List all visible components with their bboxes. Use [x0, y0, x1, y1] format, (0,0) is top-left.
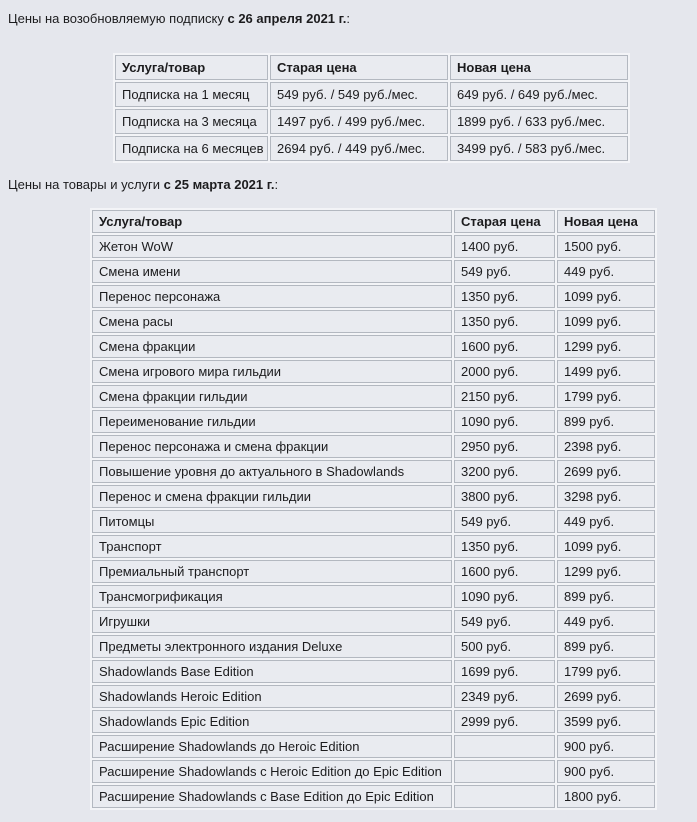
table-cell: Премиальный транспорт: [92, 560, 452, 583]
table-cell: Трансмогрификация: [92, 585, 452, 608]
table-cell: Смена игрового мира гильдии: [92, 360, 452, 383]
table-cell: 3599 руб.: [557, 710, 655, 733]
table-cell: Shadowlands Heroic Edition: [92, 685, 452, 708]
table-cell: 900 руб.: [557, 735, 655, 758]
table-cell: Игрушки: [92, 610, 452, 633]
table-cell: 1350 руб.: [454, 310, 555, 333]
table-cell: 1799 руб.: [557, 660, 655, 683]
table-cell: 1090 руб.: [454, 585, 555, 608]
table-cell: 1699 руб.: [454, 660, 555, 683]
table-cell: 899 руб.: [557, 635, 655, 658]
table-row: [92, 385, 655, 408]
subscription-prices-table: [113, 53, 630, 163]
table-cell: [454, 760, 555, 783]
table-cell: 2000 руб.: [454, 360, 555, 383]
table-header-row: [115, 55, 628, 80]
heading-date: с 25 марта 2021 г.: [163, 177, 275, 192]
table-row: [92, 235, 655, 258]
table-cell: 3298 руб.: [557, 485, 655, 508]
table-row: [92, 535, 655, 558]
table-cell: 2349 руб.: [454, 685, 555, 708]
table-cell: 1299 руб.: [557, 560, 655, 583]
heading-text: Цены на возобновляемую подписку: [8, 11, 228, 26]
table-cell: 1600 руб.: [454, 335, 555, 358]
table-cell: Смена имени: [92, 260, 452, 283]
table-cell: Shadowlands Base Edition: [92, 660, 452, 683]
table-cell: Перенос персонажа: [92, 285, 452, 308]
table-cell: Смена фракции гильдии: [92, 385, 452, 408]
table-cell: 549 руб.: [454, 260, 555, 283]
table-row: [92, 310, 655, 333]
table-cell: 449 руб.: [557, 510, 655, 533]
table-cell: Перенос и смена фракции гильдии: [92, 485, 452, 508]
column-header: Услуга/товар: [115, 55, 268, 80]
table-cell: 1350 руб.: [454, 285, 555, 308]
table-row: [92, 660, 655, 683]
table-cell: Подписка на 1 месяц: [115, 82, 268, 107]
table-row: [92, 635, 655, 658]
table-cell: 900 руб.: [557, 760, 655, 783]
table-cell: Shadowlands Epic Edition: [92, 710, 452, 733]
table-cell: 449 руб.: [557, 610, 655, 633]
table-cell: Перенос персонажа и смена фракции: [92, 435, 452, 458]
table-cell: Подписка на 6 месяцев: [115, 136, 268, 161]
heading-text: Цены на товары и услуги: [8, 177, 164, 192]
table-cell: 549 руб.: [454, 510, 555, 533]
table-cell: [454, 785, 555, 808]
table-row: [92, 410, 655, 433]
table-cell: 2699 руб.: [557, 460, 655, 483]
table-row: [92, 685, 655, 708]
table-row: [92, 560, 655, 583]
table-cell: Переименование гильдии: [92, 410, 452, 433]
table-cell: 2950 руб.: [454, 435, 555, 458]
heading-date: с 26 апреля 2021 г.: [227, 11, 347, 26]
table-row: [92, 760, 655, 783]
table-row: [92, 435, 655, 458]
table-row: [115, 136, 628, 161]
table-cell: 500 руб.: [454, 635, 555, 658]
table-row: [115, 109, 628, 134]
table-cell: 549 руб.: [454, 610, 555, 633]
table-cell: Расширение Shadowlands с Heroic Edition до Epic Edition: [92, 760, 452, 783]
table-row: [92, 285, 655, 308]
subscription-prices-heading: [8, 11, 697, 26]
column-header: Новая цена: [557, 210, 655, 233]
table-cell: 1499 руб.: [557, 360, 655, 383]
table-row: [92, 510, 655, 533]
table-header-row: [92, 210, 655, 233]
table-cell: 1799 руб.: [557, 385, 655, 408]
table-cell: 1899 руб. / 633 руб./мес.: [450, 109, 628, 134]
table-cell: 649 руб. / 649 руб./мес.: [450, 82, 628, 107]
table-cell: Расширение Shadowlands до Heroic Edition: [92, 735, 452, 758]
table-cell: 1497 руб. / 499 руб./мес.: [270, 109, 448, 134]
heading-colon: :: [346, 11, 350, 26]
table-row: [92, 460, 655, 483]
table-row: [92, 360, 655, 383]
table-cell: Питомцы: [92, 510, 452, 533]
table-row: [92, 710, 655, 733]
table-cell: 449 руб.: [557, 260, 655, 283]
table-row: [92, 785, 655, 808]
table-cell: 1400 руб.: [454, 235, 555, 258]
table-cell: Смена фракции: [92, 335, 452, 358]
table-cell: 549 руб. / 549 руб./мес.: [270, 82, 448, 107]
table-row: [92, 735, 655, 758]
table-row: [92, 585, 655, 608]
table-cell: Смена расы: [92, 310, 452, 333]
table-row: [92, 335, 655, 358]
table-row: [115, 82, 628, 107]
table-cell: 899 руб.: [557, 410, 655, 433]
table-cell: 1099 руб.: [557, 285, 655, 308]
table-cell: Транспорт: [92, 535, 452, 558]
table-cell: 3499 руб. / 583 руб./мес.: [450, 136, 628, 161]
table-cell: 1099 руб.: [557, 310, 655, 333]
table-cell: 1350 руб.: [454, 535, 555, 558]
table-cell: 2699 руб.: [557, 685, 655, 708]
table-cell: Расширение Shadowlands с Base Edition до Epic Edition: [92, 785, 452, 808]
table-cell: 2694 руб. / 449 руб./мес.: [270, 136, 448, 161]
column-header: Старая цена: [270, 55, 448, 80]
table-row: [92, 610, 655, 633]
table-cell: 3800 руб.: [454, 485, 555, 508]
table-cell: 1299 руб.: [557, 335, 655, 358]
table-cell: Жетон WoW: [92, 235, 452, 258]
table-cell: [454, 735, 555, 758]
table-cell: 2398 руб.: [557, 435, 655, 458]
table-cell: 1800 руб.: [557, 785, 655, 808]
table-row: [92, 260, 655, 283]
table-cell: 1090 руб.: [454, 410, 555, 433]
table-row: [92, 485, 655, 508]
table-cell: 3200 руб.: [454, 460, 555, 483]
table-cell: 2999 руб.: [454, 710, 555, 733]
column-header: Старая цена: [454, 210, 555, 233]
table-cell: 1500 руб.: [557, 235, 655, 258]
heading-colon: :: [274, 177, 279, 192]
column-header: Новая цена: [450, 55, 628, 80]
table-cell: Предметы электронного издания Deluxe: [92, 635, 452, 658]
table-cell: 899 руб.: [557, 585, 655, 608]
goods-prices-table: [90, 208, 657, 810]
table-cell: 1099 руб.: [557, 535, 655, 558]
table-cell: Повышение уровня до актуального в Shadowlands: [92, 460, 452, 483]
goods-prices-heading: [8, 177, 697, 192]
table-cell: 1600 руб.: [454, 560, 555, 583]
table-cell: 2150 руб.: [454, 385, 555, 408]
table-cell: Подписка на 3 месяца: [115, 109, 268, 134]
column-header: Услуга/товар: [92, 210, 452, 233]
